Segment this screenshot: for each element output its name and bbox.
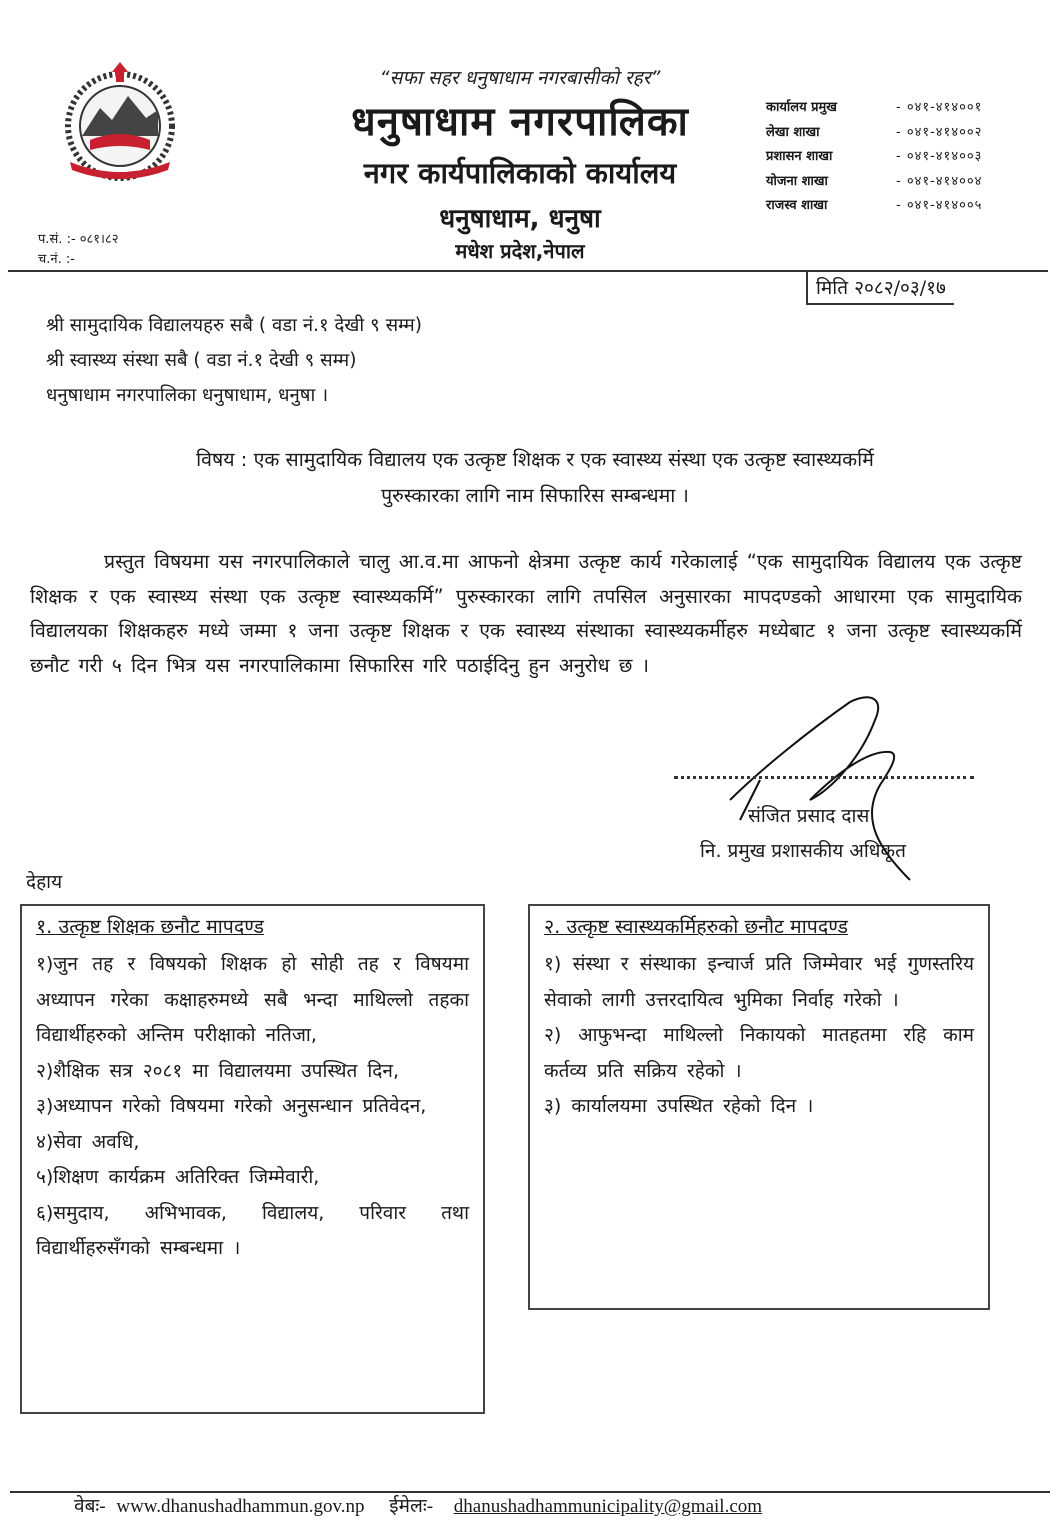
dehay-label: देहाय <box>26 871 63 893</box>
address-line: धनुषाधाम नगरपालिका धनुषाधाम, धनुषा । <box>46 385 329 406</box>
footer <box>74 1492 768 1518</box>
criteria-item: ६)समुदाय, अभिभावक, विद्यालय, परिवार तथा विद्यार्थीहरुसँगको सम्बन्धमा । <box>36 1201 469 1259</box>
municipality-title: धनुषाधाम नगरपालिका <box>351 99 689 145</box>
criteria-item: २)शैक्षिक सत्र २०८१ मा विद्यालयमा उपस्थित दिन, <box>36 1059 399 1082</box>
criteria-item: १)जुन तह र विषयको शिक्षक हो सोही तह र विषयमा अध्यापन गरेका कक्षाहरुमध्ये सबै भन्दा माथिल्लो तहका विद्यार्थीहरुको अन्तिम परीक्षाको नतिजा, <box>36 953 469 1046</box>
email-link[interactable]: dhanushadhammunicipality@gmail.com <box>453 1496 763 1517</box>
address-line: श्री सामुदायिक विद्यालयहरु सबै ( वडा नं.१ देखी ९ सम्म) <box>46 315 422 336</box>
phone-label: लेखा शाखा <box>766 124 820 140</box>
province: मधेश प्रदेश,नेपाल <box>455 239 585 263</box>
phone-number: - ०४१-४१४००३ <box>896 149 983 165</box>
phone-row <box>766 143 1036 168</box>
phone-label: कार्यालय प्रमुख <box>766 100 837 116</box>
phone-number: - ०४१-४१४००१ <box>896 100 983 116</box>
email-label: ईमेलः- <box>389 1496 434 1517</box>
teacher-criteria-title: १. उत्कृष्ट शिक्षक छनौट मापदण्ड <box>36 915 264 938</box>
motto: “सफा सहर धनुषाधाम नगरबासीको रहर” <box>379 67 661 89</box>
teacher-criteria-box <box>20 904 485 1414</box>
phone-number: - ०४१-४१४००५ <box>896 198 983 214</box>
phone-row <box>766 168 1036 193</box>
letter-body: प्रस्तुत विषयमा यस नगरपालिकाले चालु आ.व.मा आफनो क्षेत्रमा उत्कृष्ट कार्य गरेकालाई “एक सामुदायिक विद्यालय एक उत्कृष्ट शिक्षक र एक स्वास्थ्य संस्था एक उत्कृष्ट स्वास्थ्यकर्मि” पुरुस्कारका लागि तपसिल अनुसारका मापदण्डको आधारमा एक सामुदायिक विद्यालयका शिक्षकहरु मध्ये जम्मा १ जना उत्कृष्ट शिक्षक र एक स्वास्थ्य संस्थाका स्वास्थ्यकर्मीहरु मध्येबाट १ जना उत्कृष्ट स्वास्थ्यकर्मि छनौट गरी ५ दिन भित्र यस नगरपालिकामा सिफारिस गरि पठाईदिनु हुन अनुरोध छ । <box>30 550 1022 677</box>
phone-directory <box>766 94 1036 217</box>
subject-line: पुरुस्कारका लागि नाम सिफारिस सम्बन्धमा । <box>381 484 689 507</box>
letter-date: मिति २०८२/०३/१७ <box>806 272 954 305</box>
criteria-item: १) संस्था र संस्थाका इन्चार्ज प्रति जिम्मेवार भई गुणस्तरिय सेवाको लागी उत्तरदायित्व भुमिका निर्वाह गरेको । <box>544 953 974 1011</box>
recipient-address <box>46 308 422 413</box>
office-name: नगर कार्यपालिकाको कार्यालय <box>363 156 677 190</box>
phone-label: राजस्व शाखा <box>766 198 828 214</box>
subject-line: विषय : एक सामुदायिक विद्यालय एक उत्कृष्ट शिक्षक र एक स्वास्थ्य संस्था एक उत्कृष्ट स्वास्थ्यकर्मि <box>196 448 874 471</box>
signature-line <box>674 776 974 779</box>
nepal-emblem-logo <box>50 58 190 188</box>
criteria-item: ३)अध्यापन गरेको विषयमा गरेको अनुसन्धान प्रतिवेदन, <box>36 1095 427 1117</box>
web-label: वेबः- <box>74 1496 106 1517</box>
phone-label: योजना शाखा <box>766 173 828 189</box>
phone-label: प्रशासन शाखा <box>766 149 833 165</box>
criteria-item: ५)शिक्षण कार्यक्रम अतिरिक्त जिम्मेवारी, <box>36 1166 320 1188</box>
reference-numbers <box>38 230 119 270</box>
criteria-item: ३) कार्यालयमा उपस्थित रहेको दिन । <box>544 1095 814 1117</box>
health-criteria-title: २. उत्कृष्ट स्वास्थ्यकर्मिहरुको छनौट मापदण्ड <box>544 915 848 938</box>
dispatch-no: च.नं. :- <box>38 252 75 267</box>
website-link[interactable]: www.dhanushadhammun.gov.np <box>116 1496 365 1517</box>
phone-row <box>766 94 1036 119</box>
phone-number: - ०४१-४१४००४ <box>896 173 983 189</box>
health-criteria-box <box>528 904 990 1310</box>
ref-no: प.सं. :- ०८१।८२ <box>38 232 119 247</box>
signatory-designation: नि. प्रमुख प्रशासकीय अधिकृत <box>700 840 906 862</box>
criteria-item: ४)सेवा अवधि, <box>36 1130 140 1153</box>
criteria-item: २) आफुभन्दा माथिल्लो निकायको मातहतमा रहि काम कर्तव्य प्रति सक्रिय रहेको । <box>544 1024 974 1082</box>
signatory-name: संजित प्रसाद दास <box>748 805 870 827</box>
address-line: श्री स्वास्थ्य संस्था सबै ( वडा नं.१ देखी ९ सम्म) <box>46 350 357 371</box>
phone-row <box>766 119 1036 144</box>
phone-row <box>766 192 1036 217</box>
phone-number: - ०४१-४१४००२ <box>896 124 983 140</box>
letter-subject <box>60 442 1010 514</box>
office-location: धनुषाधाम, धनुषा <box>439 204 601 234</box>
